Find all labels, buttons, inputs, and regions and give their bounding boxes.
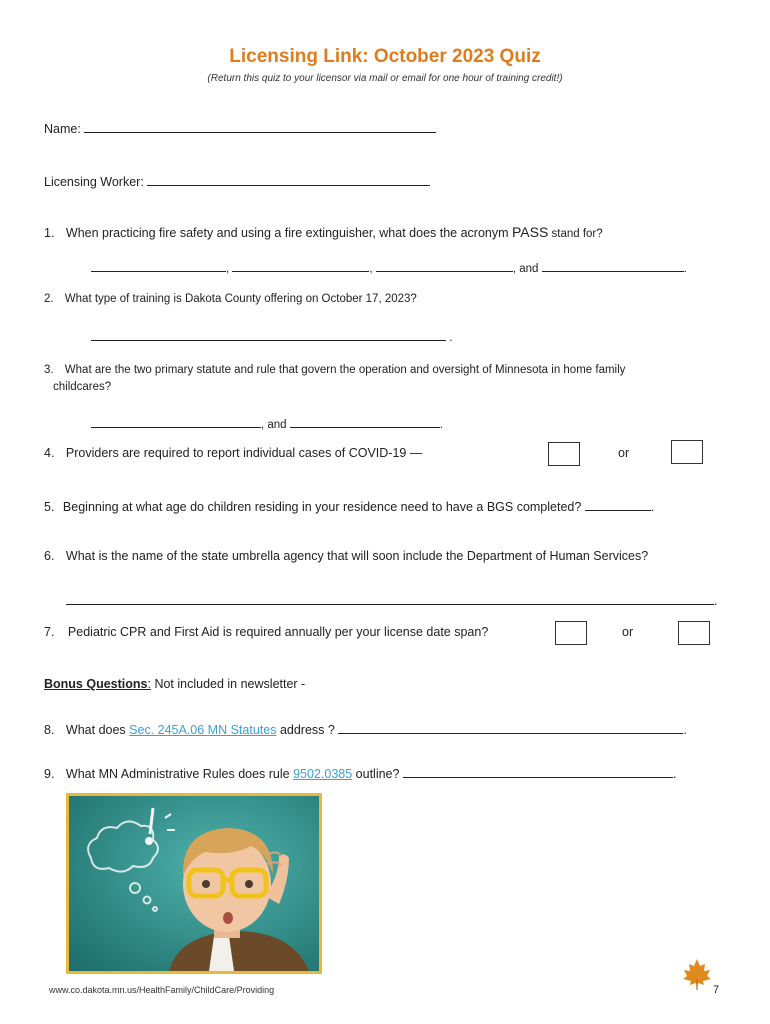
answer-line[interactable] [91,328,446,341]
statute-link[interactable]: Sec. 245A.06 MN Statutes [129,723,277,737]
child-illustration [69,796,319,971]
bonus-heading: Bonus Questions [44,677,148,691]
rule-link[interactable]: 9502.0385 [293,767,353,781]
question-4 [44,446,422,460]
question-number: 6. [44,549,55,563]
question-text: What type of training is Dakota County offering on October 17, 2023? [64,293,417,305]
worker-field-row [44,173,430,189]
question-text-tail: stand for? [548,228,603,240]
answer-line[interactable] [232,259,369,272]
answer-line[interactable] [542,259,684,272]
question-number: 2. [44,293,54,305]
question-1 [44,224,603,240]
question-text: Pediatric CPR and First Aid is required annually per your license date span? [67,625,489,639]
answer-line[interactable] [91,415,261,428]
question-text: Providers are required to report individual cases of COVID-19 — [65,446,423,460]
question-text: What are the two primary statute and rule that govern the operation and oversight of Minnesota in home family [64,364,626,376]
question-number: 1. [44,226,55,240]
checkbox-option-1[interactable] [548,442,580,466]
child-thinking-photo [66,793,322,974]
question-number: 7. [44,625,55,639]
question-text: When practicing fire safety and using a fire extinguisher, what does the acronym [65,226,512,240]
question-number: 3. [44,364,54,376]
worker-label: Licensing Worker: [44,175,144,189]
question-3-line2: childcares? [53,381,112,393]
name-input-line[interactable] [84,120,436,133]
checkbox-option-1[interactable] [555,621,587,645]
question-number: 5. [44,500,55,514]
answer-line[interactable] [403,765,673,778]
footer-url[interactable]: www.co.dakota.mn.us/HealthFamily/ChildCare/Providing [49,985,275,995]
maple-leaf-icon [682,957,712,996]
checkbox-option-2[interactable] [678,621,710,645]
question-number: 9. [44,767,55,781]
checkbox-option-2[interactable] [671,440,703,464]
answer-line[interactable] [376,259,513,272]
answer-line[interactable] [290,415,440,428]
question-9: 9. What MN Administrative Rules does rule 9502.0385 outline? . [44,767,677,781]
question-6 [44,549,648,563]
bonus-note: Not included in newsletter - [150,677,306,691]
page-subtitle: (Return this quiz to your licensor via mail or email for one hour of training credit!) [207,73,563,84]
question-6-answer: . [66,592,717,608]
question-text: Beginning at what age do children residing in your residence need to have a BGS completed? [62,500,582,514]
worker-input-line[interactable] [147,173,430,186]
answer-line[interactable] [91,259,226,272]
question-number: 4. [44,446,55,460]
bonus-heading-row: Bonus Questions: Not included in newsletter - [44,677,306,691]
answer-line[interactable] [338,721,683,734]
question-2-answer: . [91,328,452,344]
answer-line[interactable] [66,592,714,605]
question-2 [44,293,417,305]
page-title: Licensing Link: October 2023 Quiz [229,46,541,67]
page-number: 7 [713,984,720,996]
name-label: Name: [44,122,81,136]
question-8: 8. What does Sec. 245A.06 MN Statutes address ? . [44,723,687,737]
or-label: or [618,446,630,460]
question-3 [44,364,625,376]
question-5: 5. Beginning at what age do children residing in your residence need to have a BGS completed? . [44,500,655,514]
acronym: PASS [512,224,549,240]
question-text: What is the name of the state umbrella agency that will soon include the Department of Human Services? [65,549,649,563]
question-number: 8. [44,723,55,737]
question-1-answers: , , , and . [91,259,687,275]
or-label: or [622,625,634,639]
answer-line[interactable] [585,498,651,511]
question-3-answers: , and . [91,415,443,431]
name-field-row [44,120,436,136]
question-7 [44,625,488,639]
